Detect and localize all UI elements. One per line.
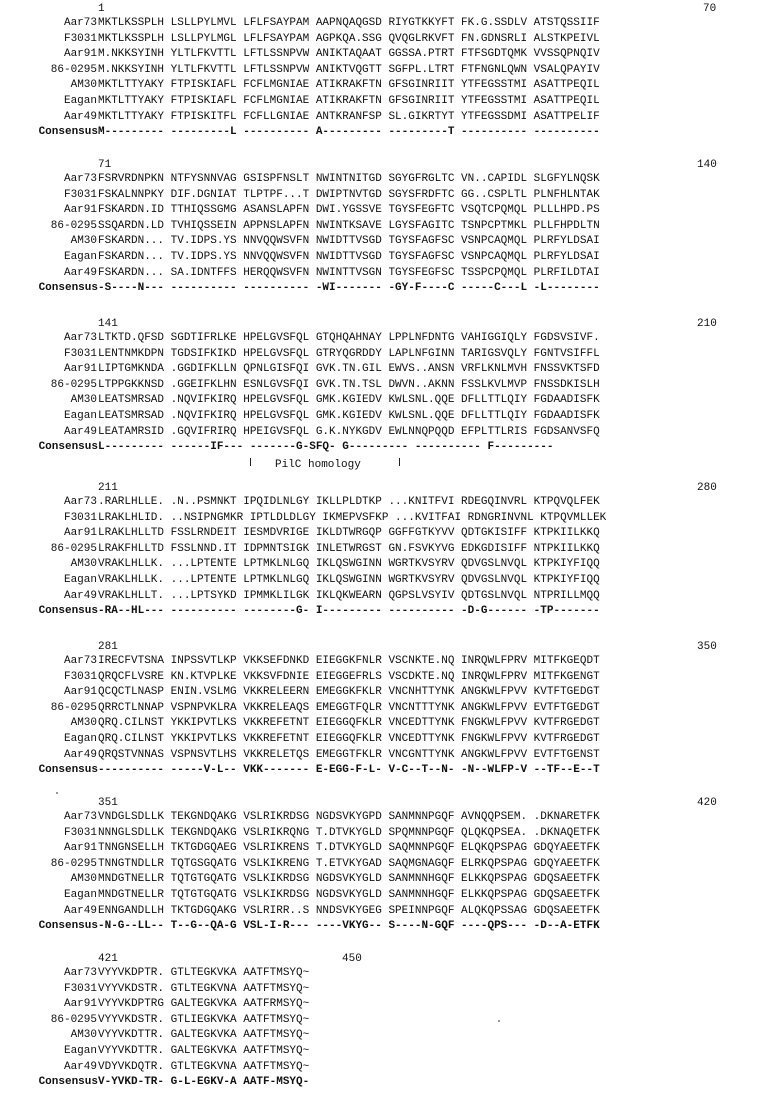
sequence-residues: MNDGTNELLR TQTGTGQATG VSLKIKRDSG NGDSVKYGLD SANMNNHGQF ELKKQPSPAG GDQSAEETFK xyxy=(98,873,600,886)
sequence-residues: FSKARDN.ID TTHIQSSGMG ASANSLAPFN DWI.YGSSVE TGYSFEGFTC VSQTCPQMQL PLLLHPD.PS xyxy=(98,204,600,217)
sequence-name: 86-0295 xyxy=(50,219,97,232)
sequence-residues: TNNGNSELLH TKTGDGQAEG VSLRIKRENS T.DTVKYGLD SAQMNNPGQF ELQKQPSPAG GDQYAEETFK xyxy=(98,842,600,855)
sequence-row xyxy=(0,78,767,94)
sequence-residues: VRAKLHLLK. ...LPTENTE LPTMKLNLGQ IKLQSWGINN WGRTKVSYRV QDVGSLNVQL KTPKIYFIQQ xyxy=(98,558,600,571)
sequence-name: 86-0295 xyxy=(50,701,97,714)
position-start: 211 xyxy=(98,482,118,494)
sequence-row xyxy=(0,573,767,589)
sequence-row xyxy=(0,857,767,873)
consensus-row xyxy=(0,604,767,620)
consensus-row xyxy=(0,125,767,141)
position-ruler xyxy=(0,796,767,810)
sequence-residues: LEATAMRSID .GQVIFRIRQ HPEIGVSFQL G.K.NYKGDV EWLNNQPQQD EFPLTTLRIS FGDSANVSFQ xyxy=(98,425,600,438)
sequence-row xyxy=(0,347,767,363)
sequence-residues: QRRCTLNNAP VSPNPVKLRA VKKRELEAQS EMEGGTFQLR VNCNTTTYNK ANGKWLFPVV EVTFTGEDGT xyxy=(98,701,600,714)
sequence-row xyxy=(0,234,767,250)
sequence-row xyxy=(0,589,767,605)
position-end: 140 xyxy=(697,159,717,171)
sequence-name: Aar73 xyxy=(63,655,97,667)
sequence-row xyxy=(0,409,767,425)
sequence-row xyxy=(0,982,767,998)
alignment-block xyxy=(0,158,767,297)
sequence-row xyxy=(0,1044,767,1060)
sequence-name: Aar73 xyxy=(63,496,97,508)
sequence-row xyxy=(0,203,767,219)
sequence-row xyxy=(0,826,767,842)
sequence-residues: LEATSMRSAD .NQVIFKIRQ HPELGVSFQL GMK.KGIEDV KWLSNL.QQE DFLLTTLQIY FGDAADISFK xyxy=(98,394,600,407)
position-end: 450 xyxy=(342,953,362,965)
sequence-residues: FSKALNNPKY DIF.DGNIAT TLPTPF...T DWIPTNVTGD SGYSFRDFTC GG..CSPLTL PLNFHLNTAK xyxy=(98,188,600,201)
sequence-name: Aar49 xyxy=(63,1060,97,1073)
sequence-row xyxy=(0,542,767,558)
sequence-name: AM30 xyxy=(70,717,97,730)
consensus-label: Consensus xyxy=(38,920,98,933)
sequence-name: F3031 xyxy=(63,188,97,201)
sequence-name: Aar73 xyxy=(63,967,97,979)
position-start: 421 xyxy=(98,953,118,965)
position-ruler xyxy=(0,952,767,966)
sequence-row xyxy=(0,331,767,347)
sequence-residues: LTKTD.QFSD SGDTIFRLKE HPELGVSFQL GTQHQAHNAY LPPLNFDNTG VAHIGGIQLY FGDSVSIVF. xyxy=(98,332,600,344)
sequence-residues: LTPPGKKNSD .GGEIFKLHN ESNLGVSFQI GVK.TN.TSL DWVN..AKNN FSSLKVLMVP FNSSDKISLH xyxy=(98,378,600,391)
consensus-residues: -N-G--LL-- T--G--QA-G VSL-I-R--- ----VKYG-- S----N-GQF ----QPS--- -D--A-ETFK xyxy=(98,920,600,933)
sequence-residues: VYYVKDSTR. GTLIEGKVKA AATFTMSYQ~ xyxy=(98,1013,310,1026)
sequence-name: Aar73 xyxy=(63,173,97,185)
sequence-residues: ENNGANDLLH TKTGDGQAKG VSLRIRR..S NNDSVKYGEG SPEINNPGQF ALQKQPSSAG GDQSAEETFK xyxy=(98,904,600,917)
sequence-row xyxy=(0,997,767,1013)
consensus-residues: V-YVKD-TR- G-L-EGKV-A AATF-MSYQ- xyxy=(98,1076,310,1089)
position-end: 210 xyxy=(697,318,717,330)
sequence-name: Eagan xyxy=(63,1044,97,1057)
alignment-block xyxy=(0,640,767,779)
sequence-row xyxy=(0,362,767,378)
position-end: 350 xyxy=(697,641,717,653)
sequence-row xyxy=(0,110,767,126)
sequence-residues: MNDGTNELLR TQTGTGQATG VSLKIKRDSG NGDSVKYGLD SANMNNHGQF ELKKQPSPAG GDQSAEETFK xyxy=(98,888,600,901)
scan-speck xyxy=(56,792,58,794)
sequence-row xyxy=(0,888,767,904)
sequence-row xyxy=(0,32,767,48)
sequence-row xyxy=(0,966,767,982)
sequence-row xyxy=(0,904,767,920)
position-ruler xyxy=(0,640,767,654)
sequence-residues: FSKARDN... TV.IDPS.YS NNVQQWSVFN NWIDTTVSGD TGYSFAGFSC VSNPCAQMQL PLRFYLDSAI xyxy=(98,235,600,248)
sequence-residues: MKTLTTYAKY FTPISKITFL FCFLLGNIAE ANTKRANFSP SL.GIKRTYT YTFEGSSDMI ASATTPELIF xyxy=(98,110,600,123)
consensus-label: Consensus xyxy=(38,282,98,295)
sequence-residues: VYYVKDPTRG GALTEGKVKA AATFRMSYQ~ xyxy=(98,998,310,1011)
sequence-row xyxy=(0,495,767,511)
position-start: 141 xyxy=(98,318,118,330)
sequence-residues: LENTNMKDPN TGDSIFKIKD HPELGVSFQL GTRYQGRDDY LAPLNFGINN TARIGSVQLY FGNTVSIFFL xyxy=(98,347,600,360)
position-ruler xyxy=(0,317,767,331)
sequence-residues: QRQCFLVSRE KN.KTVPLKE VKKSVFDNIE EIEGGEFRLS VSCDKTE.NQ INRQWLFPRV MITFKGENGT xyxy=(98,670,600,683)
sequence-name: Aar91 xyxy=(63,204,97,217)
position-start: 351 xyxy=(98,797,118,809)
sequence-residues: VNDGLSDLLK TEKGNDQAKG VSLRIKRDSG NGDSVKYGPD SANMNNPGQF AVNQQPSEM. .DKNARETFK xyxy=(98,811,600,823)
sequence-name: Aar91 xyxy=(63,48,97,61)
sequence-residues: NNNGLSDLLK TEKGNDQAKG VSLRIKRQNG T.DTVKYGLD SPQMNNPGQF QLQKQPSEA. .DKNAQETFK xyxy=(98,826,600,839)
sequence-row xyxy=(0,526,767,542)
position-end: 420 xyxy=(697,797,717,809)
sequence-row xyxy=(0,425,767,441)
sequence-name: Aar49 xyxy=(63,425,97,438)
sequence-name: 86-0295 xyxy=(50,542,97,555)
sequence-row xyxy=(0,654,767,670)
sequence-row xyxy=(0,511,767,527)
sequence-row xyxy=(0,670,767,686)
sequence-name: Aar49 xyxy=(63,748,97,761)
sequence-residues: .RARLHLLE. .N..PSMNKT IPQIDLNLGY IKLLPLDTKP ...KNITFVI RDEGQINVRL KTPQVQLFEK xyxy=(98,496,600,508)
sequence-name: AM30 xyxy=(70,558,97,571)
sequence-row xyxy=(0,393,767,409)
sequence-name: 86-0295 xyxy=(50,63,97,76)
sequence-residues: LRAKFHLLTD FSSLNND.IT IDPMNTSIGK INLETWRGST GN.FSVKYVG EDKGDISIFF NTPKIILKKQ xyxy=(98,542,600,555)
consensus-row xyxy=(0,763,767,779)
consensus-label: Consensus xyxy=(38,764,98,777)
consensus-residues: -RA--HL--- ---------- --------G- I--------- ---------- -D-G------ -TP------- xyxy=(98,605,600,618)
sequence-row xyxy=(0,1013,767,1029)
sequence-residues: VDYVKDQTR. GTLTEGKVNA AATFTMSYQ~ xyxy=(98,1060,310,1073)
sequence-name: AM30 xyxy=(70,873,97,886)
consensus-row xyxy=(0,281,767,297)
sequence-name: AM30 xyxy=(70,235,97,248)
sequence-name: Eagan xyxy=(63,94,97,107)
sequence-residues: QRQSTVNNAS VSPNSVTLHS VKKRELETQS EMEGGTFKLR VNCGNTTYNK ANGKWLFPVV EVTFTGENST xyxy=(98,748,600,761)
sequence-residues: VYYVKDTTR. GALTEGKVKA AATFTMSYQ~ xyxy=(98,1044,310,1057)
sequence-residues: FSKARDN... SA.IDNTFFS HERQQWSVFN NWINTTVSGN TGYSFEGFSC TSSPCPQMQL PLRFILDTAI xyxy=(98,266,600,279)
sequence-name: AM30 xyxy=(70,394,97,407)
position-start: 1 xyxy=(98,3,105,15)
sequence-name: 86-0295 xyxy=(50,1013,97,1026)
sequence-name: Aar49 xyxy=(63,904,97,917)
sequence-name: AM30 xyxy=(70,1029,97,1042)
sequence-name: Eagan xyxy=(63,888,97,901)
sequence-row xyxy=(0,47,767,63)
sequence-residues: LRAKLHLLTD FSSLRNDEIT IESMDVRIGE IKLDTWRGQP GGFFGTKYVV QDTGKISIFF KTPKIILKKQ xyxy=(98,527,600,540)
sequence-name: F3031 xyxy=(63,670,97,683)
sequence-row xyxy=(0,701,767,717)
position-end: 280 xyxy=(697,482,717,494)
sequence-name: Aar91 xyxy=(63,686,97,699)
sequence-residues: LIPTGMKNDA .GGDIFKLLN QPNLGISFQI GVK.TN.GIL EWVS..ANSN VRFLKNLMVH FNSSVKTSFD xyxy=(98,363,600,376)
sequence-row xyxy=(0,378,767,394)
alignment-block xyxy=(0,2,767,141)
sequence-row xyxy=(0,94,767,110)
sequence-name: Aar91 xyxy=(63,363,97,376)
sequence-residues: FSKARDN... TV.IDPS.YS NNVQQWSVFN NWIDTTVSGD TGYSFAGFSC VSNPCAQMQL PLRFYLDSAI xyxy=(98,250,600,263)
consensus-residues: M--------- ---------L ---------- A--------- ---------T ---------- ---------- xyxy=(98,126,600,139)
position-ruler xyxy=(0,481,767,495)
pilc-homology-annotation xyxy=(0,456,767,472)
sequence-name: Aar49 xyxy=(63,266,97,279)
sequence-residues: SSQARDN.LD TVHIQSSEIN APPNSLAPFN NWINTKSAVE LGYSFAGITC TSNPCPTMKL PLLFHPDLTN xyxy=(98,219,600,232)
sequence-residues: FSRVRDNPKN NTFYSNNVAG GSISPFNSLT NWINTNITGD SGYGFRGLTC VN..CAPIDL SLGFYLNQSK xyxy=(98,173,600,185)
sequence-name: Aar49 xyxy=(63,110,97,123)
sequence-residues: VYYVKDTTR. GALTEGKVKA AATFTMSYQ~ xyxy=(98,1029,310,1042)
sequence-residues: VRAKLHLLT. ...LPTSYKD IPMMKLILGK IKLQKWEARN QGPSLVSYIV QDTGSLNVQL NTPRILLMQQ xyxy=(98,589,600,602)
consensus-residues: -S----N--- ---------- ---------- -WI------- -GY-F----C -----C---L -L-------- xyxy=(98,282,600,295)
sequence-name: F3031 xyxy=(63,32,97,45)
sequence-name: Eagan xyxy=(63,573,97,586)
sequence-name: Aar91 xyxy=(63,842,97,855)
sequence-row xyxy=(0,250,767,266)
consensus-row xyxy=(0,1075,767,1091)
sequence-residues: MKTLTTYAKY FTPISKIAFL FCFLMGNIAE ATIKRAKFTN GFSGINRIIT YTFEGSSTMI ASATTPEQIL xyxy=(98,79,600,92)
position-end: 70 xyxy=(703,3,717,15)
position-start: 281 xyxy=(98,641,118,653)
sequence-row xyxy=(0,685,767,701)
sequence-name: Aar49 xyxy=(63,589,97,602)
sequence-row xyxy=(0,219,767,235)
consensus-residues: L--------- ------IF--- -------G-SFQ- G--------- ---------- F--------- xyxy=(98,441,554,454)
sequence-name: Aar73 xyxy=(63,17,97,29)
sequence-name: AM30 xyxy=(70,79,97,92)
sequence-residues: MKTLKSSPLH LSLLPYLMVL LFLFSAYPAM AAPNQAQGSD RIYGTKKYFT FK.G.SSDLV ATSTQSSIIF xyxy=(98,17,600,29)
alignment-block xyxy=(0,796,767,935)
sequence-row xyxy=(0,872,767,888)
alignment-block xyxy=(0,317,767,472)
sequence-residues: MKTLKSSPLH LSLLPYLMGL LFLFSAYPAM AGPKQA.SSG QVQGLRKVFT FN.GDNSRLI ALSTKPEIVL xyxy=(98,32,600,45)
sequence-residues: VRAKLHLLK. ...LPTENTE LPTMKLNLGQ IKLQSWGINN WGRTKVSYRV QDVGSLNVQL KTPKIYFIQQ xyxy=(98,573,600,586)
sequence-row xyxy=(0,266,767,282)
sequence-name: F3031 xyxy=(63,511,97,524)
sequence-row xyxy=(0,16,767,32)
consensus-label: Consensus xyxy=(38,441,98,454)
sequence-residues: LRAKLHLID. ..NSIPNGMKR IPTLDLDLGY IKMEPVSFKP ...KVITFAI RDNGRINVNL KTPQVMLLEK xyxy=(98,511,607,524)
sequence-row xyxy=(0,63,767,79)
alignment-block xyxy=(0,952,767,1091)
sequence-name: Aar73 xyxy=(63,332,97,344)
sequence-name: F3031 xyxy=(63,826,97,839)
sequence-residues: M.NKKSYINH YLTLFKVTTL LFTLSSNPVW ANIKTAQAAT GGSSA.PTRT FTFSGDTQMK VVSSQPNQIV xyxy=(98,48,600,61)
sequence-name: Eagan xyxy=(63,409,97,422)
sequence-name: 86-0295 xyxy=(50,378,97,391)
sequence-name: Eagan xyxy=(63,732,97,745)
position-ruler xyxy=(0,2,767,16)
sequence-name: F3031 xyxy=(63,982,97,995)
scan-speck xyxy=(498,1020,500,1022)
sequence-name: Aar91 xyxy=(63,527,97,540)
sequence-residues: MKTLTTYAKY FTPISKIAFL FCFLMGNIAE ATIKRAKFTN GFSGINRIIT YTFEGSSTMI ASATTPEQIL xyxy=(98,94,600,107)
consensus-label: Consensus xyxy=(38,1076,98,1089)
sequence-residues: VYYVKDPTR. GTLTEGKVKA AATFTMSYQ~ xyxy=(98,967,310,979)
sequence-row xyxy=(0,172,767,188)
alignment-block xyxy=(0,481,767,620)
sequence-row xyxy=(0,1060,767,1076)
sequence-row xyxy=(0,557,767,573)
sequence-residues: VYYVKDSTR. GTLTEGKVNA AATFTMSYQ~ xyxy=(98,982,310,995)
sequence-row xyxy=(0,1028,767,1044)
position-ruler xyxy=(0,158,767,172)
sequence-name: Aar91 xyxy=(63,998,97,1011)
consensus-label: Consensus xyxy=(38,126,98,139)
consensus-row xyxy=(0,919,767,935)
consensus-residues: ---------- -----V-L-- VKK------- E-EGG-F-L- V-C--T--N- -N--WLFP-V --TF--E--T xyxy=(98,764,600,777)
position-start: 71 xyxy=(98,159,112,171)
sequence-name: Aar73 xyxy=(63,811,97,823)
sequence-row xyxy=(0,748,767,764)
sequence-residues: QRQ.CILNST YKKIPVTLKS VKKREFETNT EIEGGQFKLR VNCEDTTYNK FNGKWLFPVV KVTFRGEDGT xyxy=(98,717,600,730)
sequence-name: F3031 xyxy=(63,347,97,360)
sequence-row xyxy=(0,841,767,857)
sequence-row xyxy=(0,188,767,204)
sequence-residues: LEATSMRSAD .NQVIFKIRQ HPELGVSFQL GMK.KGIEDV KWLSNL.QQE DFLLTTLQIY FGDAADISFK xyxy=(98,409,600,422)
sequence-residues: M.NKKSYINH YLTLFKVTTL LFTLSSNPVW ANIKTVQGTT SGFPL.LTRT FTFNGNLQWN VSALQPAYIV xyxy=(98,63,600,76)
sequence-name: 86-0295 xyxy=(50,857,97,870)
sequence-residues: IRECFVTSNA INPSSVTLKP VKKSEFDNKD EIEGGKFNLR VSCNKTE.NQ INRQWLFPRV MITFKGEQDT xyxy=(98,655,600,667)
annotation-label: PilC homology xyxy=(272,458,364,474)
sequence-residues: QCQCTLNASP ENIN.VSLMG VKKRELEERN EMEGGKFKLR VNCNHTTYNK ANGKWLFPVV KVTFTGEDGT xyxy=(98,686,600,699)
consensus-row xyxy=(0,440,767,456)
sequence-name: Eagan xyxy=(63,250,97,263)
sequence-row xyxy=(0,810,767,826)
sequence-row xyxy=(0,716,767,732)
sequence-residues: TNNGTNDLLR TQTGSGQATG VSLKIKRENG T.ETVKYGAD SAQMGNAGQF ELRKQPSPAG GDQYAEETFK xyxy=(98,857,600,870)
sequence-row xyxy=(0,732,767,748)
consensus-label: Consensus xyxy=(38,605,98,618)
sequence-residues: QRQ.CILNST YKKIPVTLKS VKKREFETNT EIEGGQFKLR VNCEDTTYNK FNGKWLFPVV KVTFRGEDGT xyxy=(98,732,600,745)
